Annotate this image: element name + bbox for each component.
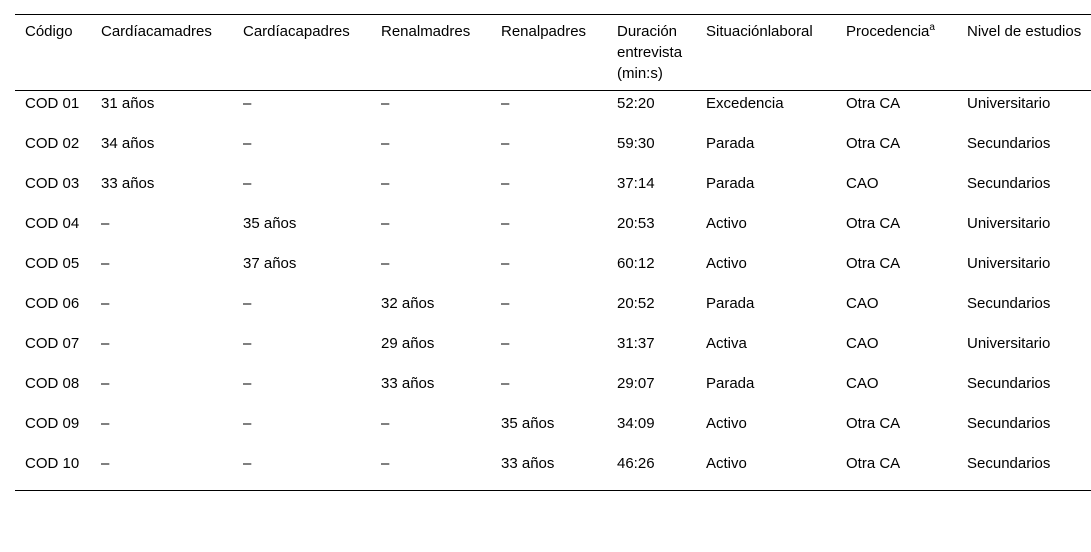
cell-renal-madres: – <box>381 414 390 432</box>
cell-codigo: COD 09 <box>25 414 80 432</box>
cell-cardiaca-padres: – <box>243 414 252 432</box>
cell-renal-madres: – <box>381 254 390 272</box>
header-renal-padres <box>491 15 607 91</box>
cell-nivel-estudios: Secundarios <box>957 451 1091 491</box>
header-duracion <box>607 15 696 91</box>
cell-renal-padres: – <box>501 374 510 392</box>
cell-cardiaca-padres: – <box>243 174 252 192</box>
cell-renal-madres: – <box>381 174 390 192</box>
cell-situacion-laboral: Excedencia <box>706 95 784 112</box>
cell-cardiaca-madres: – <box>101 374 110 392</box>
footnote-marker: a <box>929 22 935 33</box>
cell-renal-padres: – <box>501 134 510 152</box>
header-label: Procedencia <box>846 23 930 40</box>
cell-codigo: COD 08 <box>25 374 80 392</box>
cell-nivel-estudios: Universitario <box>967 254 1051 272</box>
cell-cardiaca-madres: 34 años <box>101 134 155 152</box>
cell-codigo: COD 01 <box>25 95 80 112</box>
cell-renal-padres: 33 años <box>491 451 607 491</box>
cell-procedencia: CAO <box>846 374 879 392</box>
header-label: Cardíacapadres <box>243 23 350 40</box>
cell-procedencia: Otra CA <box>846 414 901 432</box>
cell-renal-padres: – <box>501 294 510 312</box>
cell-renal-padres: – <box>501 334 510 352</box>
cell-cardiaca-padres: 37 años <box>243 254 297 272</box>
participants-table-container <box>15 14 1091 491</box>
header-label: Renalmadres <box>381 23 471 40</box>
cell-duracion: 31:37 <box>617 334 655 352</box>
cell-situacion-laboral: Activo <box>706 214 747 232</box>
cell-cardiaca-madres: – <box>91 451 233 491</box>
cell-situacion-laboral: Activo <box>696 451 836 491</box>
header-cardiaca-madres <box>91 15 233 91</box>
table-row <box>15 251 1091 291</box>
cell-duracion: 52:20 <box>617 95 655 112</box>
table-row <box>15 331 1091 371</box>
table-row <box>15 211 1091 251</box>
cell-procedencia: CAO <box>846 334 879 352</box>
cell-renal-madres: 33 años <box>381 374 435 392</box>
cell-nivel-estudios: Secundarios <box>967 414 1051 432</box>
cell-duracion: 60:12 <box>617 254 655 272</box>
cell-nivel-estudios: Secundarios <box>967 294 1051 312</box>
table-body <box>15 91 1091 491</box>
cell-renal-madres: 32 años <box>381 294 435 312</box>
cell-renal-padres: – <box>501 254 510 272</box>
table-row <box>15 171 1091 211</box>
cell-cardiaca-padres: – <box>243 95 252 112</box>
header-situacion-laboral <box>696 15 836 91</box>
cell-situacion-laboral: Parada <box>706 294 755 312</box>
header-renal-madres <box>371 15 491 91</box>
cell-situacion-laboral: Activa <box>706 334 747 352</box>
cell-cardiaca-padres: – <box>243 374 252 392</box>
cell-cardiaca-madres: – <box>101 214 110 232</box>
cell-renal-padres: – <box>501 214 510 232</box>
cell-cardiaca-madres: 33 años <box>101 174 155 192</box>
cell-duracion: 37:14 <box>617 174 655 192</box>
cell-renal-madres: – <box>381 214 390 232</box>
cell-nivel-estudios: Universitario <box>967 334 1051 352</box>
cell-situacion-laboral: Parada <box>706 374 755 392</box>
cell-situacion-laboral: Parada <box>706 174 755 192</box>
header-codigo <box>15 15 91 91</box>
cell-codigo: COD 06 <box>25 294 80 312</box>
cell-renal-madres: – <box>371 451 491 491</box>
cell-procedencia: CAO <box>846 174 879 192</box>
cell-renal-madres: – <box>381 95 390 112</box>
cell-renal-madres: 29 años <box>381 334 435 352</box>
table-header <box>15 15 1091 91</box>
cell-duracion: 59:30 <box>617 134 655 152</box>
cell-cardiaca-padres: – <box>233 451 371 491</box>
header-nivel-estudios <box>957 15 1091 91</box>
header-label: Código <box>25 23 73 40</box>
cell-codigo: COD 02 <box>25 134 80 152</box>
cell-situacion-laboral: Activo <box>706 414 747 432</box>
table-row <box>15 411 1091 451</box>
cell-procedencia: Otra CA <box>846 254 901 272</box>
table-row <box>15 291 1091 331</box>
cell-procedencia: CAO <box>846 294 879 312</box>
table-row <box>15 371 1091 411</box>
cell-procedencia: Otra CA <box>846 95 901 112</box>
cell-codigo: COD 07 <box>25 334 80 352</box>
cell-duracion: 46:26 <box>607 451 696 491</box>
table-row <box>15 91 1091 131</box>
cell-nivel-estudios: Universitario <box>967 214 1051 232</box>
header-label: Situaciónlaboral <box>706 23 813 40</box>
header-procedencia <box>836 15 957 91</box>
cell-cardiaca-padres: – <box>243 134 252 152</box>
cell-cardiaca-padres: – <box>243 294 252 312</box>
cell-nivel-estudios: Secundarios <box>967 374 1051 392</box>
cell-duracion: 34:09 <box>617 414 655 432</box>
cell-cardiaca-madres: 31 años <box>101 95 155 112</box>
cell-duracion: 29:07 <box>617 374 655 392</box>
cell-cardiaca-madres: – <box>101 294 110 312</box>
participants-table <box>15 14 1091 491</box>
cell-procedencia: Otra CA <box>846 134 901 152</box>
cell-codigo: COD 10 <box>15 451 91 491</box>
header-label: Duración entrevista (min:s) <box>617 23 683 82</box>
table-row <box>15 131 1091 171</box>
cell-renal-padres: – <box>501 174 510 192</box>
cell-nivel-estudios: Secundarios <box>967 134 1051 152</box>
cell-cardiaca-madres: – <box>101 254 110 272</box>
cell-codigo: COD 05 <box>25 254 80 272</box>
header-label: Nivel de estudios <box>967 23 1082 40</box>
cell-situacion-laboral: Parada <box>706 134 755 152</box>
header-row <box>15 15 1091 91</box>
cell-duracion: 20:53 <box>617 214 655 232</box>
cell-procedencia: Otra CA <box>836 451 957 491</box>
header-label: Cardíacamadres <box>101 23 212 40</box>
cell-nivel-estudios: Secundarios <box>967 174 1051 192</box>
cell-renal-madres: – <box>381 134 390 152</box>
header-cardiaca-padres <box>233 15 371 91</box>
cell-codigo: COD 03 <box>25 174 80 192</box>
cell-cardiaca-padres: – <box>243 334 252 352</box>
cell-cardiaca-madres: – <box>101 334 110 352</box>
cell-renal-padres: 35 años <box>501 414 555 432</box>
cell-codigo: COD 04 <box>25 214 80 232</box>
header-label: Renalpadres <box>501 23 587 40</box>
cell-cardiaca-madres: – <box>101 414 110 432</box>
cell-procedencia: Otra CA <box>846 214 901 232</box>
cell-situacion-laboral: Activo <box>706 254 747 272</box>
table-row <box>15 451 1091 491</box>
cell-nivel-estudios: Universitario <box>967 95 1051 112</box>
cell-renal-padres: – <box>501 95 510 112</box>
cell-duracion: 20:52 <box>617 294 655 312</box>
cell-cardiaca-padres: 35 años <box>243 214 297 232</box>
